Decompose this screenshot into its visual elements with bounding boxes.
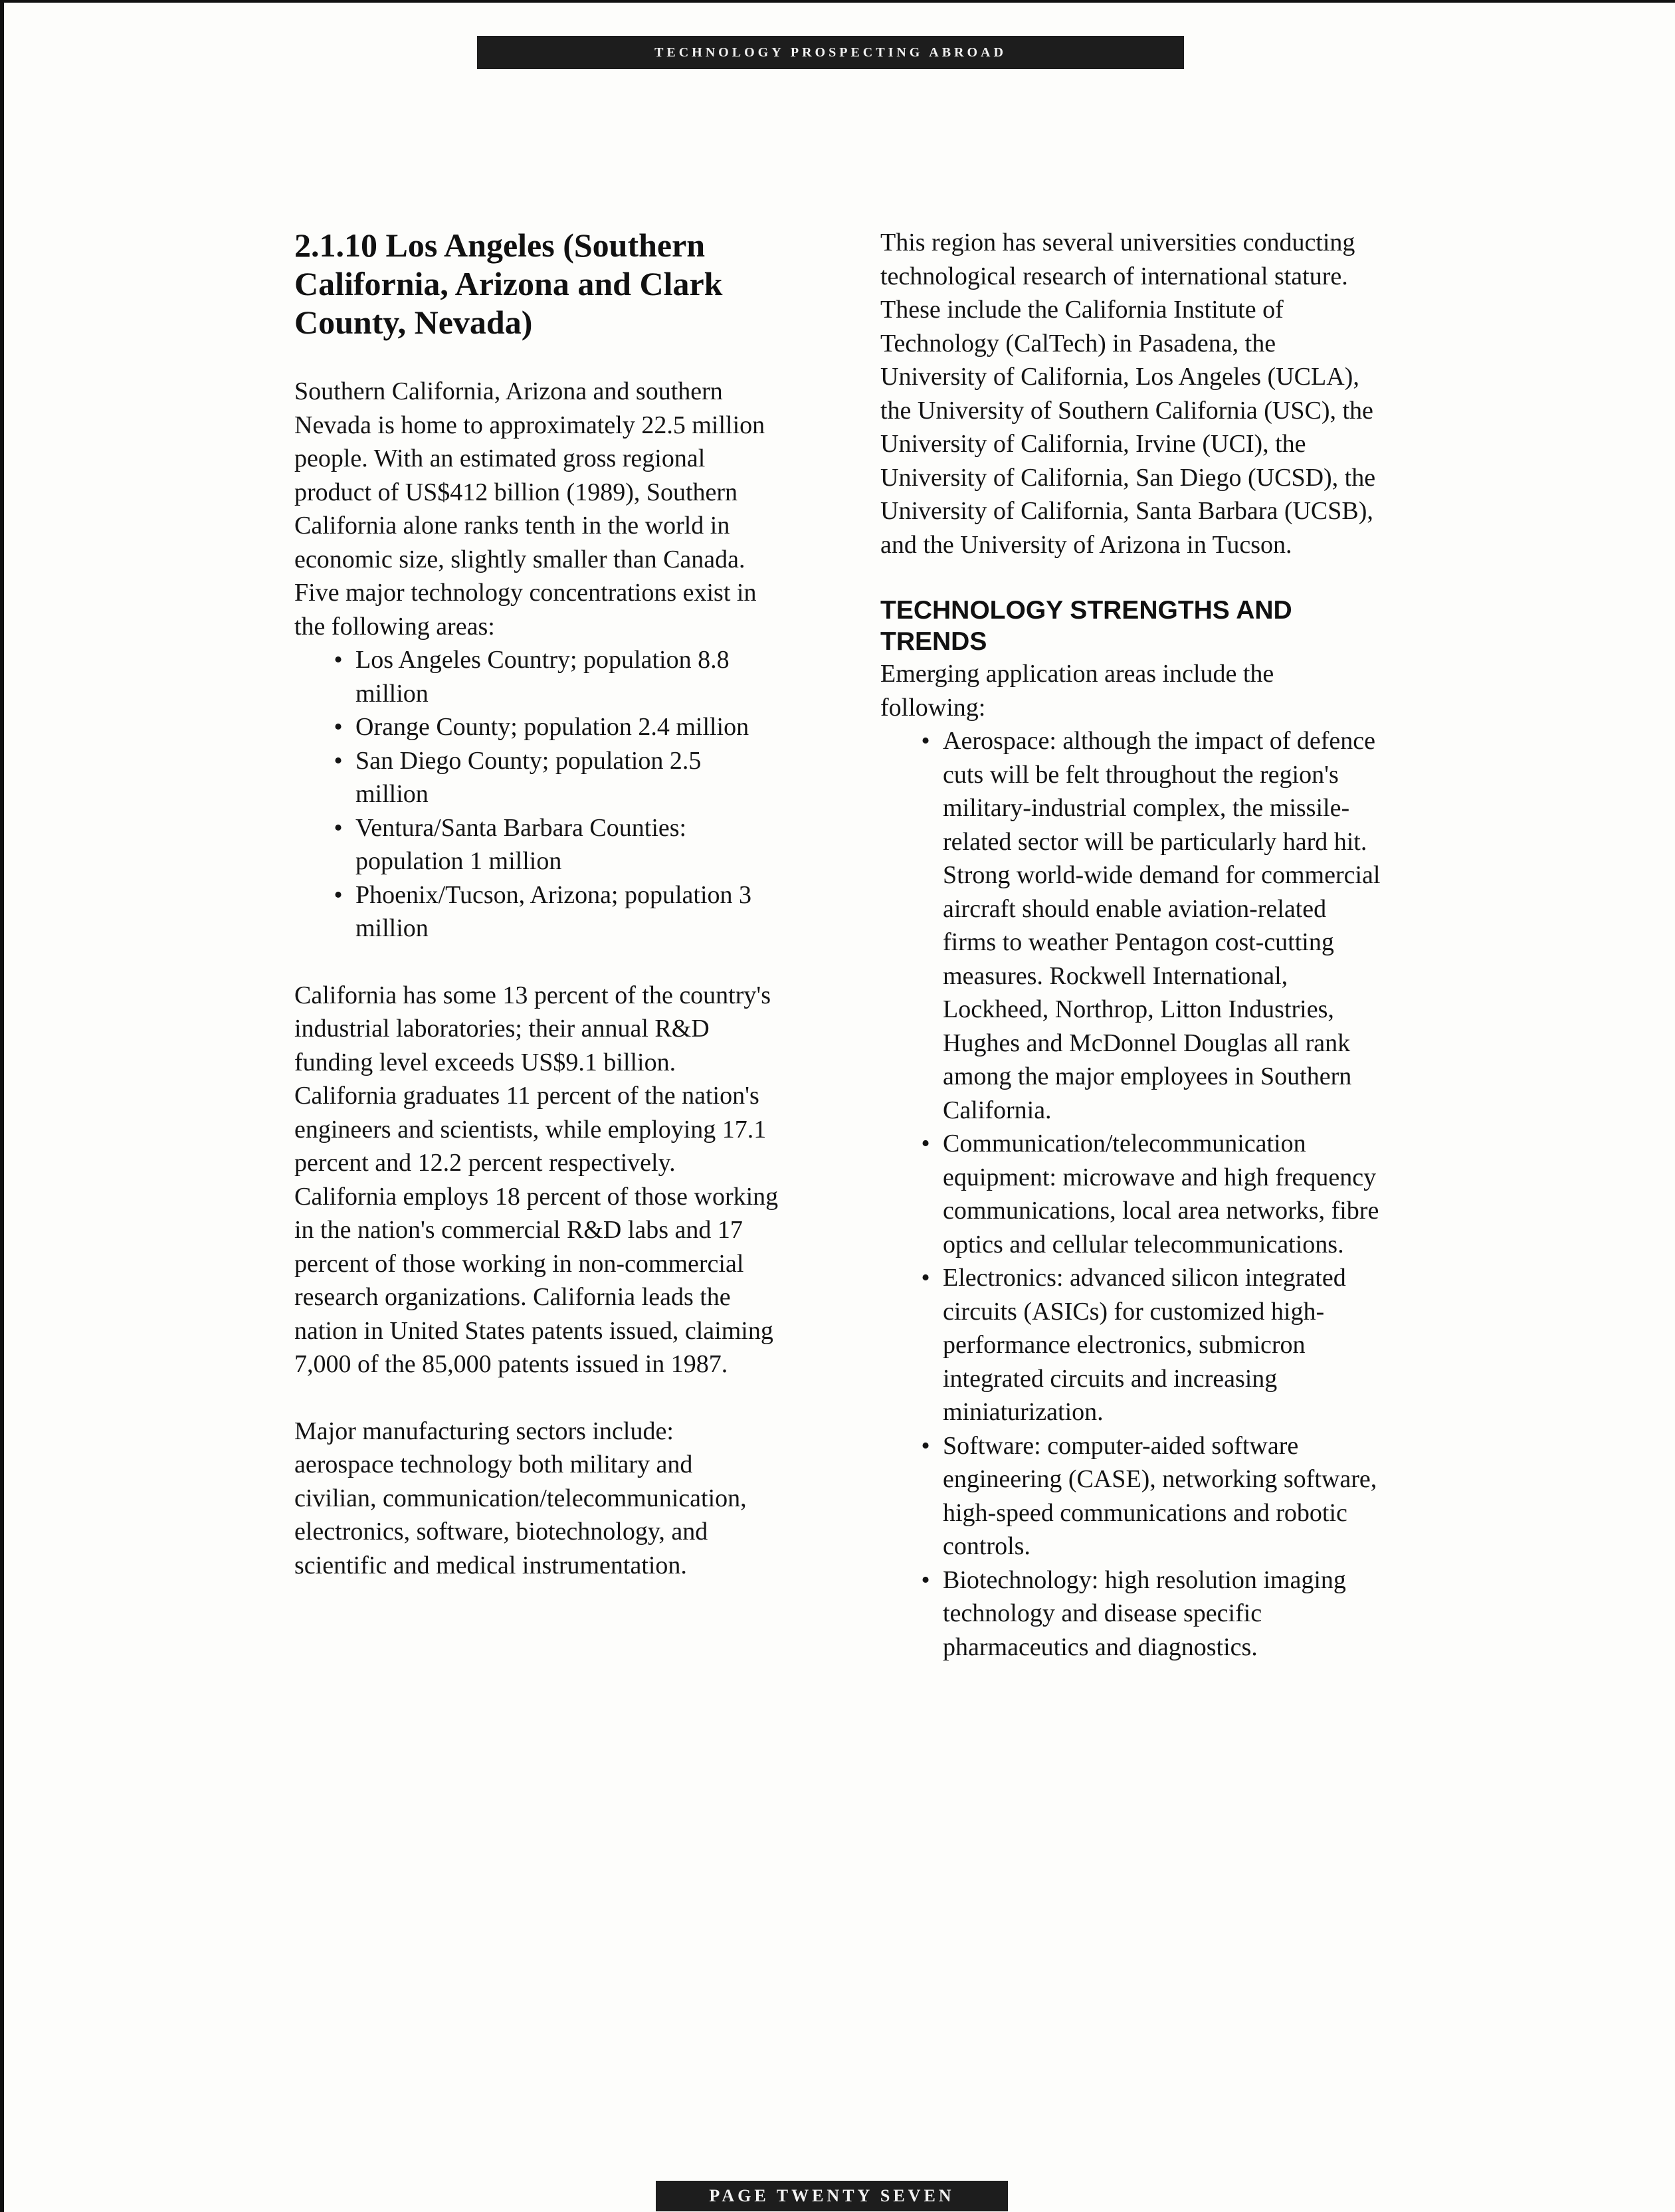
bullet-icon: • xyxy=(921,1264,930,1292)
list-item xyxy=(908,1127,1385,1261)
list-item xyxy=(908,1261,1385,1429)
left-border-rule xyxy=(0,0,4,2212)
application-areas-intro: Emerging application areas include the following: xyxy=(880,660,1274,722)
concentrations-list xyxy=(321,643,779,946)
bullet-icon: • xyxy=(921,1565,930,1594)
bullet-icon: • xyxy=(921,1431,930,1460)
bullet-icon: • xyxy=(334,880,343,909)
list-item xyxy=(908,724,1385,1127)
list-item xyxy=(908,1563,1385,1664)
list-item-text: Communication/telecommunication equipment: microwave and high frequency communications, local area networks, fibre optics and cellular telecommunications. xyxy=(943,1130,1379,1258)
list-item-text: San Diego County; population 2.5 million xyxy=(355,746,702,808)
application-areas-list xyxy=(908,724,1385,1664)
bullet-icon: • xyxy=(334,813,343,842)
list-item xyxy=(321,643,779,710)
list-item-text: Aerospace: although the impact of defence cuts will be felt throughout the region's military-industrial complex, the missile-related sector will be particularly hard hit. Strong world-wide demand for commercial aircraft should enable aviation-related firms to weather Pentagon cost-cutting measures. Rockwell International, Lockheed, Northrop, Litton Industries, Hughes and McDonnel Douglas all rank among the major employees in Southern California. xyxy=(943,727,1381,1124)
rd-statistics-paragraph: California has some 13 percent of the country's industrial laboratories; their annual R&D funding level exceeds US$9.1 billion. California graduates 11 percent of the nation's engineers and scientists, while employing 17.1 percent and 12.2 percent respectively. California employs 18 percent of those working in the nation's commercial R&D labs and 17 percent of those working in non-commercial research organizations. California leads the nation in United States patents issued, claiming 7,000 of the 85,000 patents issued in 1987. xyxy=(294,981,779,1378)
intro-paragraph: Southern California, Arizona and southern Nevada is home to approximately 22.5 million people. With an estimated gross regional product of US$412 billion (1989), Southern California alone ranks tenth in the world in economic size, slightly smaller than Canada. Five major technology concentrations exist in the following areas: xyxy=(294,377,765,641)
page-number-text: PAGE TWENTY SEVEN xyxy=(709,2186,955,2205)
list-item-text: Orange County; population 2.4 million xyxy=(355,713,749,741)
running-header-text: TECHNOLOGY PROSPECTING ABROAD xyxy=(654,45,1007,60)
list-item xyxy=(321,710,779,744)
list-item-text: Biotechnology: high resolution imaging technology and disease specific pharmaceutics and diagnostics. xyxy=(943,1565,1346,1661)
top-border-rule xyxy=(0,0,1675,3)
list-item-text: Electronics: advanced silicon integrated circuits (ASICs) for customized high-performance electronics, submicron integrated circuits and increasing miniaturization. xyxy=(943,1264,1346,1426)
list-item-text: Software: computer-aided software engineering (CASE), networking software, high-speed communications and robotic controls. xyxy=(943,1431,1377,1560)
list-item xyxy=(908,1429,1385,1563)
list-item-text: Phoenix/Tucson, Arizona; population 3 million xyxy=(355,880,752,942)
bullet-icon: • xyxy=(334,646,343,674)
technology-strengths-heading: TECHNOLOGY STRENGTHS AND TRENDS xyxy=(880,596,1292,656)
list-item xyxy=(321,744,779,811)
left-column xyxy=(294,226,779,1615)
universities-paragraph: This region has several universities conducting technological research of international stature. These include the California Institute of Technology (CalTech) in Pasadena, the University of California, Los Angeles (UCLA), the University of Southern California (USC), the University of California, Irvine (UCI), the University of California, San Diego (UCSD), the University of California, Santa Barbara (UCSB), and the University of Arizona in Tucson. xyxy=(880,229,1376,559)
bullet-icon: • xyxy=(334,746,343,775)
section-title: 2.1.10 Los Angeles (Southern California, Arizona and Clark County, Nevada) xyxy=(294,227,723,341)
list-item-text: Los Angeles Country; population 8.8 million xyxy=(355,646,730,708)
bullet-icon: • xyxy=(921,727,930,755)
list-item xyxy=(321,811,779,878)
bullet-icon: • xyxy=(921,1130,930,1157)
right-column xyxy=(880,226,1385,1664)
bullet-icon: • xyxy=(334,713,343,741)
list-item xyxy=(321,878,779,946)
running-header-banner xyxy=(477,36,1184,69)
list-item-text: Ventura/Santa Barbara Counties: population 1 million xyxy=(355,813,687,875)
manufacturing-sectors-paragraph: Major manufacturing sectors include: aerospace technology both military and civilian, communication/telecommunication, electronics, software, biotechnology, and scientific and medical instrumentation. xyxy=(294,1417,747,1579)
page-number-banner xyxy=(656,2181,1008,2211)
